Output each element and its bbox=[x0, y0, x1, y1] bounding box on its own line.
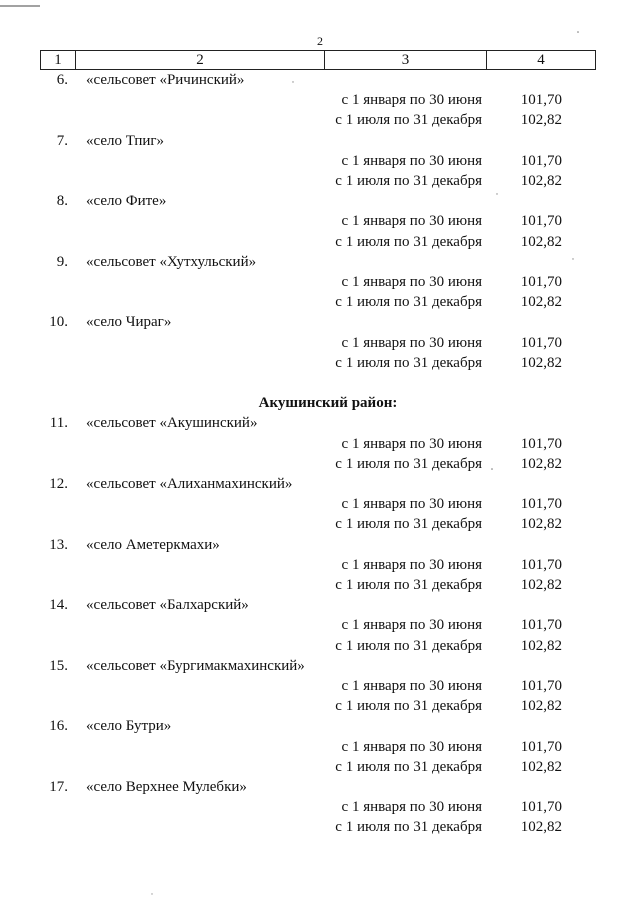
row-number: 14. bbox=[49, 597, 68, 614]
period-label: с 1 января по 30 июня bbox=[341, 334, 482, 351]
period-value: 102,82 bbox=[520, 758, 562, 775]
period-label: с 1 января по 30 июня bbox=[341, 152, 482, 169]
period-label: с 1 июля по 31 декабря bbox=[335, 233, 482, 250]
header-col-3: 3 bbox=[325, 51, 487, 69]
period-value: 101,70 bbox=[520, 152, 562, 169]
period-label: с 1 июля по 31 декабря bbox=[335, 758, 482, 775]
period-label: с 1 июля по 31 декабря bbox=[335, 455, 482, 472]
period-label: с 1 июля по 31 декабря bbox=[335, 819, 482, 836]
row-number: 17. bbox=[49, 779, 68, 795]
row-number: 8. bbox=[56, 193, 68, 210]
period-value: 102,82 bbox=[520, 233, 562, 250]
settlement-name: «село Аметеркмахи» bbox=[86, 536, 220, 553]
row-number: 9. bbox=[56, 253, 68, 270]
scan-speck bbox=[292, 81, 293, 82]
period-label: с 1 января по 30 июня bbox=[341, 617, 482, 634]
period-value: 102,82 bbox=[520, 354, 562, 371]
settlement-name: «село Тпиг» bbox=[86, 132, 165, 149]
row-number: 16. bbox=[49, 718, 68, 735]
period-value: 102,82 bbox=[520, 577, 562, 593]
period-label: с 1 января по 30 июня bbox=[341, 799, 482, 816]
period-label: с 1 июля по 31 декабря bbox=[335, 698, 482, 715]
period-value: 101,70 bbox=[520, 617, 562, 634]
row-number: 11. bbox=[49, 415, 68, 432]
period-label: с 1 июля по 31 декабря bbox=[335, 354, 482, 371]
scan-speck bbox=[151, 893, 152, 894]
settlement-name: «село Бутри» bbox=[86, 718, 172, 735]
row-number: 12. bbox=[49, 476, 68, 492]
row-number: 13. bbox=[49, 536, 68, 553]
period-value: 101,70 bbox=[520, 678, 562, 694]
settlement-name: «сельсовет «Алиханмахинский» bbox=[86, 476, 293, 492]
period-value: 101,70 bbox=[520, 213, 562, 230]
period-value: 102,82 bbox=[520, 173, 562, 189]
settlement-name: «сельсовет «Ричинский» bbox=[86, 72, 245, 88]
period-value: 101,70 bbox=[520, 274, 562, 290]
settlement-name: «село Чираг» bbox=[86, 314, 172, 331]
period-value: 102,82 bbox=[520, 637, 562, 654]
period-label: с 1 июля по 31 декабря bbox=[335, 294, 482, 311]
period-label: с 1 января по 30 июня bbox=[341, 213, 482, 230]
period-value: 101,70 bbox=[520, 556, 562, 573]
period-value: 102,82 bbox=[520, 516, 562, 533]
scan-speck bbox=[491, 468, 493, 470]
header-col-2: 2 bbox=[76, 51, 325, 69]
period-label: с 1 января по 30 июня bbox=[341, 556, 482, 573]
page-number: 2 bbox=[317, 34, 323, 48]
period-value: 101,70 bbox=[520, 496, 562, 513]
header-col-1: 1 bbox=[40, 51, 76, 69]
row-number: 6. bbox=[56, 72, 68, 88]
period-value: 102,82 bbox=[520, 455, 562, 472]
settlement-name: «сельсовет «Акушинский» bbox=[86, 415, 258, 432]
period-label: с 1 января по 30 июня bbox=[341, 435, 482, 452]
scan-speck bbox=[572, 258, 573, 259]
settlement-name: «сельсовет «Бургимакмахинский» bbox=[86, 657, 305, 674]
period-value: 102,82 bbox=[520, 294, 562, 311]
period-value: 101,70 bbox=[520, 738, 562, 755]
period-value: 101,70 bbox=[520, 92, 562, 109]
scan-speck bbox=[496, 193, 497, 194]
period-label: с 1 июля по 31 декабря bbox=[335, 516, 482, 533]
period-label: с 1 января по 30 июня bbox=[341, 92, 482, 109]
period-label: с 1 января по 30 июня bbox=[341, 678, 482, 694]
settlement-name: «село Фите» bbox=[86, 193, 167, 210]
period-label: с 1 июля по 31 декабря bbox=[335, 173, 482, 189]
district-heading: Акушинский район: bbox=[258, 395, 398, 412]
period-label: с 1 января по 30 июня bbox=[341, 496, 482, 513]
period-value: 102,82 bbox=[520, 112, 562, 129]
period-value: 101,70 bbox=[520, 435, 562, 452]
period-value: 102,82 bbox=[520, 698, 562, 715]
header-col-4: 4 bbox=[487, 51, 596, 69]
row-number: 7. bbox=[56, 132, 68, 149]
settlement-name: «село Верхнее Мулебки» bbox=[86, 779, 247, 795]
period-label: с 1 января по 30 июня bbox=[341, 738, 482, 755]
period-label: с 1 июля по 31 декабря bbox=[335, 637, 482, 654]
period-label: с 1 июля по 31 декабря bbox=[335, 577, 482, 593]
scan-speck bbox=[577, 31, 579, 33]
settlement-name: «сельсовет «Хутхульский» bbox=[86, 253, 257, 270]
period-value: 101,70 bbox=[520, 334, 562, 351]
period-value: 101,70 bbox=[520, 799, 562, 816]
period-label: с 1 июля по 31 декабря bbox=[335, 112, 482, 129]
row-number: 10. bbox=[49, 314, 68, 331]
period-value: 102,82 bbox=[520, 819, 562, 836]
row-number: 15. bbox=[49, 657, 68, 674]
period-label: с 1 января по 30 июня bbox=[341, 274, 482, 290]
settlement-name: «сельсовет «Балхарский» bbox=[86, 597, 249, 614]
